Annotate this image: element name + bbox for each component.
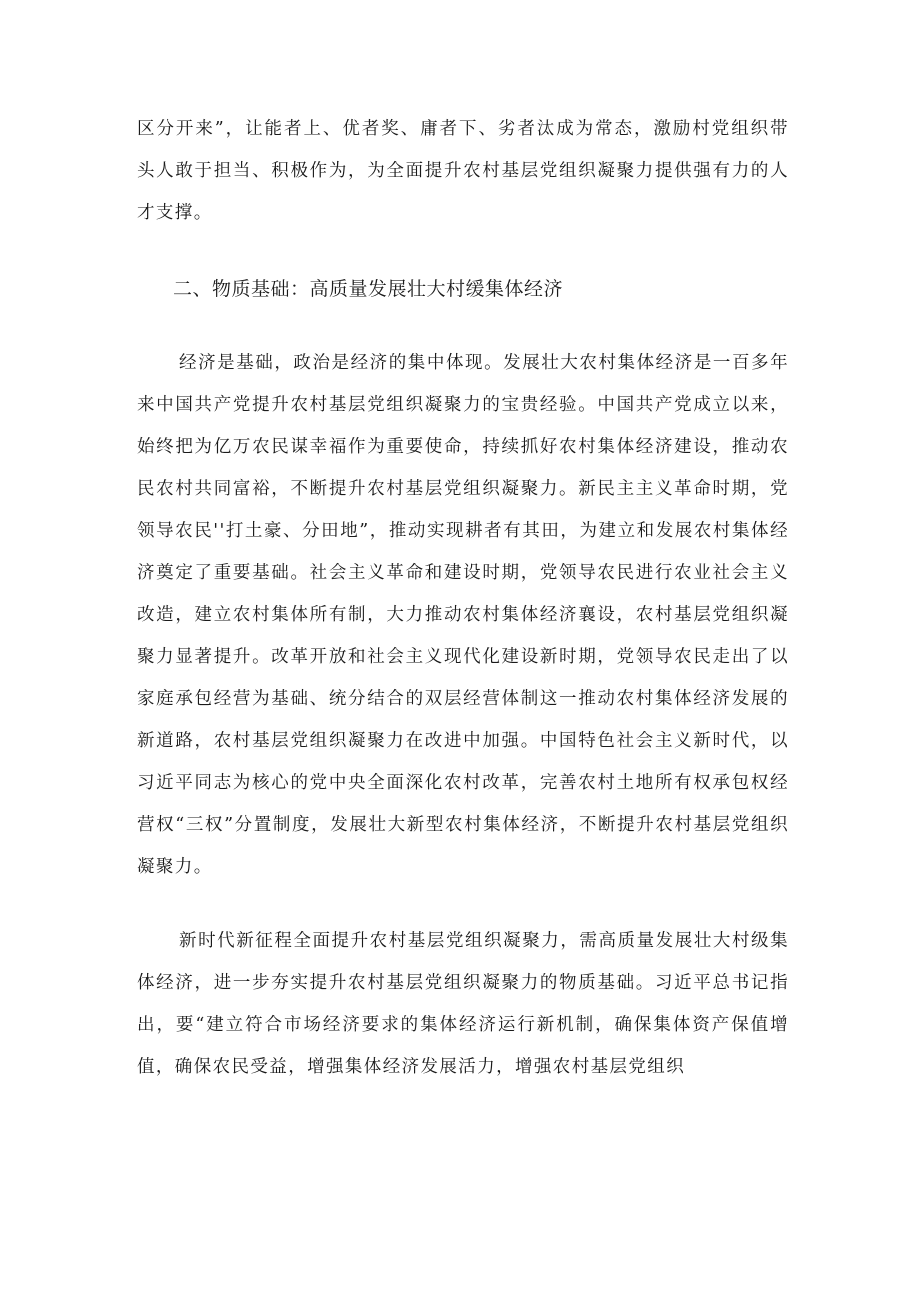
paragraph-continuation: 区分开来”，让能者上、优者奖、庸者下、劣者汰成为常态，激励村党组织带头人敢于担当、积极作为，为全面提升农村基层党组织凝聚力提供强有力的人才支撑。 <box>137 119 789 223</box>
paragraph-new-era: 新时代新征程全面提升农村基层党组织凝聚力，需高质量发展壮大村级集体经济，进一步夯实提升农村基层党组织凝聚力的物质基础。习近平总书记指出，要“建立符合市场经济要求的集体经济运行新机制，确保集体资产保值增值，确保农民受益，增强集体经济发展活力，增强农村基层党组织 <box>137 931 789 1077</box>
paragraph-economy-history: 经济是基础，政治是经济的集中体现。发展壮大农村集体经济是一百多年来中国共产党提升农村基层党组织凝聚力的宝贵经验。中国共产党成立以来，始终把为亿万农民谋幸福作为重要使命，持续抓好农村集体经济建设，推动农民农村共同富裕，不断提升农村基层党组织凝聚力。新民主主义革命时期，党领导农民''打土豪、分田地”，推动实现耕者有其田，为建立和发展农村集体经济奠定了重要基础。社会主义革命和建设时期，党领导农民进行农业社会主义改造，建立农村集体所有制，大力推动农村集体经济襄设，农村基层党组织凝聚力显著提升。改革开放和社会主义现代化建设新时期，党领导农民走出了以家庭承包经营为基础、统分结合的双层经营体制这一推动农村集体经济发展的新道路，农村基层党组织凝聚力在改进中加强。中国特色社会主义新时代，以习近平同志为核心的党中央全面深化农村改革，完善农村土地所有权承包权经营权“三权”分置制度，发展壮大新型农村集体经济，不断提升农村基层党组织凝聚力。 <box>137 353 789 877</box>
document-body <box>137 108 789 1088</box>
section-heading: 二、物质基础：高质量发展壮大村缓集体经济 <box>173 278 564 300</box>
